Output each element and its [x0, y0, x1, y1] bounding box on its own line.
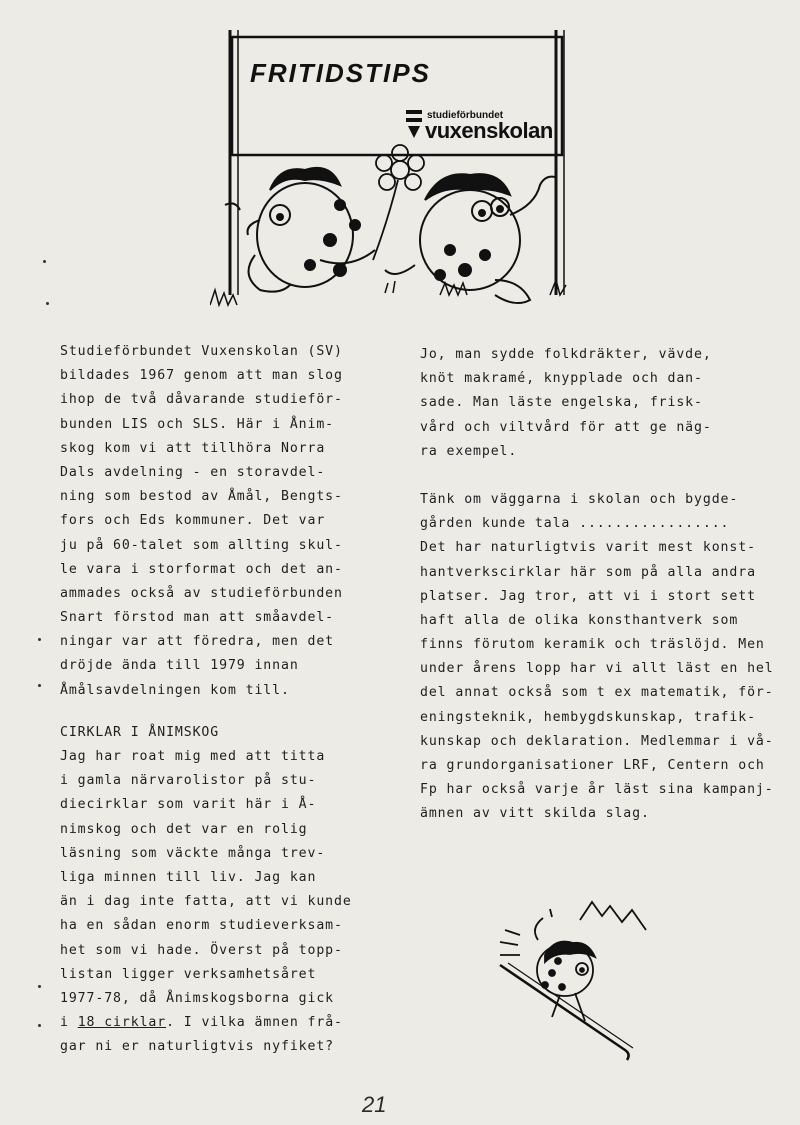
right-paragraph-1 — [420, 343, 774, 464]
text-line: skog kom vi att tillhöra Norra — [60, 440, 326, 456]
text-line: ha en sådan enorm studieverksam- — [60, 918, 343, 934]
text-line: knöt makramé, knypplade och dan- — [420, 371, 703, 387]
text-line: hantverkscirklar här som på alla andra — [420, 564, 756, 580]
text-line — [60, 1011, 352, 1035]
text-line: i gamla närvarolistor på stu- — [60, 773, 317, 789]
margin-mark — [38, 638, 41, 641]
flower-drawing — [373, 145, 424, 260]
text-line: haft alla de olika konsthantverk som — [420, 612, 739, 628]
text-line: platser. Jag tror, att vi i stort sett — [420, 588, 756, 604]
text-line: gar ni er naturligtvis nyfiket? — [60, 1039, 335, 1055]
right-column — [420, 343, 774, 827]
text-line: ihop de två dåvarande studieför- — [60, 392, 343, 408]
margin-mark — [46, 302, 49, 305]
text-line: ammades också av studieförbunden — [60, 585, 343, 601]
margin-mark — [38, 1024, 41, 1027]
right-paragraph-2 — [420, 488, 774, 827]
text-line: ra grundorganisationer LRF, Centern och — [420, 758, 765, 773]
right-creature-drawing — [385, 174, 555, 303]
left-creature-drawing — [225, 168, 375, 292]
text-line: del annat också som t ex matematik, för- — [420, 685, 774, 701]
logo-big-text: vuxenskolan — [425, 118, 553, 143]
text-line: ämnen av vitt skilda slag. — [420, 806, 650, 822]
text-fragment: i — [60, 1015, 78, 1031]
section-heading: CIRKLAR I ÅNIMSKOG — [60, 724, 220, 740]
text-line: eningsteknik, hembygdskunskap, trafik- — [420, 709, 756, 725]
text-fragment: . I vilka ämnen frå- — [166, 1015, 343, 1031]
page-number: 21 — [362, 1092, 387, 1117]
text-line: än i dag inte fatta, att vi kunde — [60, 894, 352, 910]
left-paragraph-1 — [60, 340, 352, 703]
text-line: le vara i storformat och det an- — [60, 561, 343, 577]
text-line: ning som bestod av Åmål, Bengts- — [60, 489, 343, 505]
text-line: Studieförbundet Vuxenskolan (SV) — [60, 344, 343, 359]
text-line: Fp har också varje år läst sina kampanj- — [420, 782, 774, 798]
text-line: Dals avdelning - en storavdel- — [60, 464, 326, 480]
text-line: Det har naturligtvis varit mest konst- — [420, 540, 756, 556]
margin-mark — [38, 684, 41, 687]
text-line: bunden LIS och SLS. Här i Ånim- — [60, 416, 335, 432]
text-line: fors och Eds kommuner. Det var — [60, 513, 326, 529]
text-line: dröjde ända till 1979 innan — [60, 658, 299, 674]
left-column — [60, 340, 352, 1059]
text-line: Jag har roat mig med att titta — [60, 749, 326, 764]
text-line: bildades 1967 genom att man slog — [60, 368, 343, 384]
sign-title: FRITIDSTIPS — [250, 58, 431, 88]
text-line: ra exempel. — [420, 443, 518, 459]
text-line: nimskog och det var en rolig — [60, 821, 308, 837]
text-line: vård och viltvård för att ge näg- — [420, 419, 712, 435]
text-line: kunskap och deklaration. Medlemmar i vå- — [420, 733, 774, 749]
text-line: gården kunde tala ................. — [420, 516, 730, 532]
text-line: finns förutom keramik och träslöjd. Men — [420, 637, 765, 653]
skiing-creature-illustration — [490, 895, 680, 1065]
text-line: ningar var att föredra, men det — [60, 634, 335, 650]
text-line: liga minnen till liv. Jag kan — [60, 869, 317, 885]
text-line: Tänk om väggarna i skolan och bygde- — [420, 491, 739, 507]
margin-mark — [38, 985, 41, 988]
text-line: Jo, man sydde folkdräkter, vävde, — [420, 347, 712, 362]
text-line: het som vi hade. Överst på topp- — [60, 942, 343, 958]
logo-small-text: studieförbundet — [427, 110, 504, 121]
left-paragraph-2 — [60, 745, 352, 1059]
text-line: ju på 60-talet som allting skul- — [60, 537, 343, 553]
text-line: Snart förstod man att småavdel- — [60, 610, 335, 626]
text-line: under årens lopp har vi allt läst en hel — [420, 661, 774, 677]
text-line: sade. Man läste engelska, frisk- — [420, 395, 703, 411]
text-line: Åmålsavdelningen kom till. — [60, 682, 290, 698]
text-line: läsning som väckte många trev- — [60, 845, 326, 861]
underlined-count: 18 cirklar — [77, 1015, 167, 1031]
text-line: diecirklar som varit här i Å- — [60, 797, 317, 813]
text-line: 1977-78, då Ånimskogsborna gick — [60, 990, 335, 1006]
text-line: listan ligger verksamhetsåret — [60, 966, 317, 982]
margin-mark — [43, 260, 46, 263]
